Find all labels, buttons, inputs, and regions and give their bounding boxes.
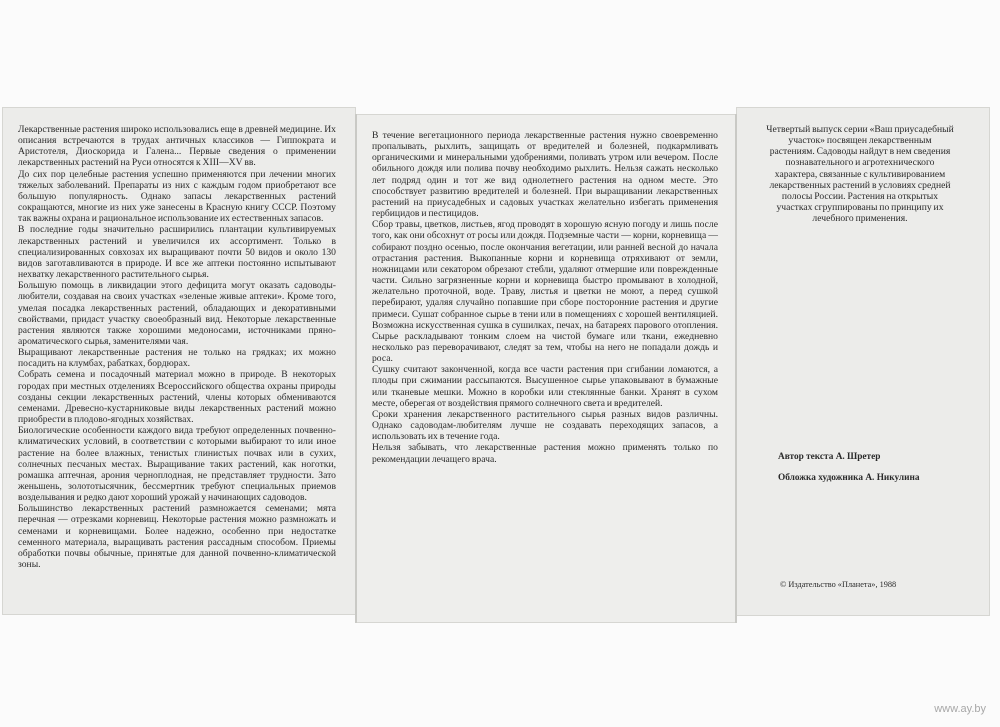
- cover-artist-credit: Обложка художника А. Никулина: [778, 473, 920, 483]
- middle-page-text: В течение вегетационного периода лекарственные растения нужно своевременно пропалывать, рыхлить, защищать от вредителей и болезней, подкармливать органическими и минеральными удобрениями, поливать утром или вечером. После обильного дождя или полива почву необходимо рыхлить. Нельзя сажать несколько лет подряд один и тот же вид однолетнего растения на одном месте. Это способствует развитию вредителей и болезней. При выращивании лекарственных растений на приусадебных и садовых участках желательно избегать применения гербицидов и пестицидов. Сбор травы, цветков, листьев, ягод проводят в хорошую ясную погоду и лишь после того, как они обсохнут от росы или дождя. Подземные части — корни, корневища — собирают поздно осенью, после окончания вегетации, или ранней весной до начала отрастания растения. Выкопанные корни и корневища отряхивают от земли, ножницами или секатором обрезают стебли, удаляют отмершие или поврежденные части. Сильно загрязненные корни и корневища быстро промывают в холодной, желательно проточной, воде. Траву, листья и цветки не моют, а перед сушкой перебирают, удаляя случайно попавшие при сборе посторонние растения и другие примеси. Сушат собранное сырье в тени или в помещениях с хорошей вентиляцией. Возможна искусственная сушка в сушилках, печах, на батареях парового отопления. Сырье раскладывают тонким слоем на чистой бумаге или ткани, ежедневно несколько раз переворачивают, следят за тем, чтобы на него не попадали дождь и роса. Сушку считают законченной, когда все части растения при сгибании ломаются, а плоды при сжимании рассыпаются. Высушенное сырье упаковывают в бумажные или тканевые мешки. Можно в коробки или стеклянные банки. Хранят в сухом месте, оберегая от воздействия прямого солнечного света и вредителей. Сроки хранения лекарственного растительного сырья разных видов различны. Однако садоводам-любителям лучше не создавать переходящих запасов, а использовать их в течение года. Нельзя забывать, что лекарственные растения можно применять только по рекомендации лечащего врача.: [372, 130, 718, 465]
- author-credit: Автор текста А. Шретер: [778, 452, 881, 462]
- middle-page-panel: [356, 114, 736, 623]
- left-page-text: Лекарственные растения широко использовались еще в древней медицине. Их описания встречаются в трудах античных классиков — Гиппократа и Аристотеля, Диоскорида и Галена... Первые сведения о применении лекарственных растений на Руси относятся к XIII—XV вв. До сих пор целебные растения успешно применяются при лечении многих тяжелых заболеваний. Препараты из них с каждым годом приобретают все большую популярность. Однако запасы лекарственных растений сокращаются, многие из них уже занесены в Красную книгу СССР. Поэтому так важны охрана и рациональное использование их естественных запасов. В последние годы значительно расширились плантации культивируемых лекарственных растений и увеличился их ассортимент. Только в специализированных совхозах их выращивают почти 50 видов и около 130 видов заготавливаются в природе. И все же аптеки постоянно испытывают нехватку лекарственного растительного сырья. Большую помощь в ликвидации этого дефицита могут оказать садоводы-любители, создавая на своих участках «зеленые живые аптеки». Кроме того, умелая посадка лекарственных растений, обладающих и декоративными свойствами, придаст участку своеобразный вид. Некоторые лекарственные растения являются также хорошими медоносами, источниками пряно-ароматического сырья, заменителями чая. Выращивают лекарственные растения не только на грядках; их можно посадить на клумбах, рабатках, бордюрах. Собрать семена и посадочный материал можно в природе. В некоторых городах при местных отделениях Всероссийского общества охраны природы созданы секции лекарственных растений, члены которых обмениваются семенами. Древесно-кустарниковые виды лекарственных растений можно приобрести в плодово-ягодных хозяйствах. Биологические особенности каждого вида требуют определенных почвенно-климатических условий, в соответствии с которыми выбирают то или иное растение на более влажных, тенистых глинистых почвах или в сухих, солнечных песчаных местах. Выращивание таких растений, как ноготки, ромашка аптечная, арония черноплодная, не представляет трудности. Зато женьшень, золототысячник, бессмертник требуют специальных приемов возделывания и редко дают хороший урожай у начинающих садоводов. Большинство лекарственных растений размножается семенами; мята перечная — отрезками корневищ. Некоторые растения можно размножать и семенами и корневищами. Более надежно, особенно при недостатке семенного материала, выращивать растения рассадным способом. Приемы обработки почвы обычные, принятые для данной почвенно-климатической зоны.: [18, 124, 336, 571]
- series-description: Четвертый выпуск серии «Ваш приусадебный участок» посвящен лекарственным растениям. Садоводы найдут в нем сведения познавательного и агротехнического характера, связанные с культивированием лекарственных растений в условиях средней полосы России. Растения на открытых участках сгруппированы по принципу их лечебного применения.: [766, 124, 954, 225]
- fold-line-right: [735, 114, 737, 623]
- site-watermark: www.ay.by: [934, 703, 986, 715]
- fold-line-left: [355, 114, 357, 623]
- left-page-panel: [2, 107, 356, 615]
- right-page-panel: [736, 107, 990, 616]
- publisher-copyright: © Издательство «Планета», 1988: [780, 580, 897, 589]
